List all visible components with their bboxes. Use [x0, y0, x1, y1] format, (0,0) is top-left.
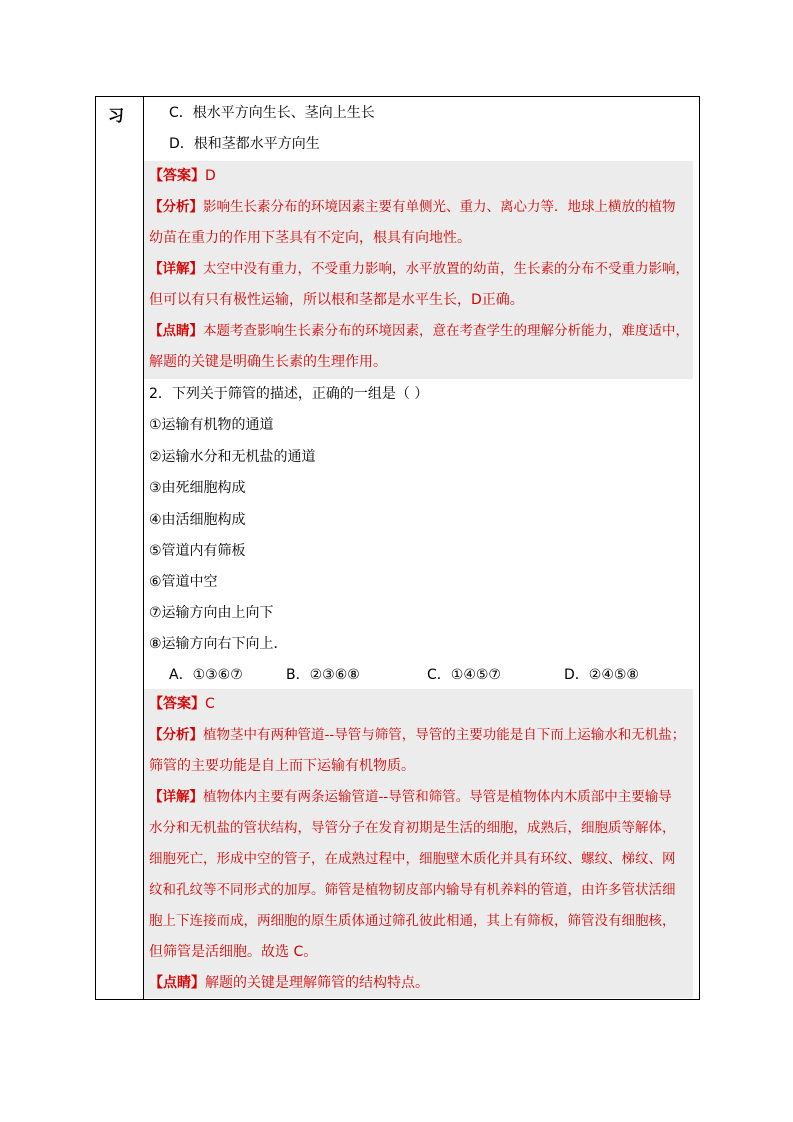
q2-explanation-block — [144, 689, 693, 998]
q1-detail-line-1 — [149, 259, 689, 279]
q2-detail-line-6: 但筛管是活细胞。故选 C。 — [149, 944, 318, 960]
q2-stem: 2．下列关于筛管的描述，正确的一组是（ ） — [149, 386, 429, 402]
q2-detail-line-3: 细胞死亡，形成中空的管子，在成熟过程中，细胞壁木质化并具有环纹、螺纹、梯纹、网 — [149, 851, 676, 867]
q1-option-c: C．根水平方向生长、茎向上生长 — [169, 105, 375, 121]
q2-item: ③由死细胞构成 — [149, 480, 246, 496]
q2-analysis-tag: 【分析】 — [149, 727, 203, 743]
q1-comment-tag: 【点睛】 — [149, 323, 203, 339]
q2-item: ②运输水分和无机盐的通道 — [149, 449, 316, 465]
q2-item: ①运输有机物的通道 — [149, 417, 274, 433]
section-label-column — [96, 97, 144, 999]
q2-detail-text-1: 植物体内主要有两条运输管道--导管和筛管。导管是植物体内木质部中主要输导 — [203, 789, 672, 805]
q2-option-a: A．①③⑥⑦ — [169, 667, 243, 683]
q2-detail-line-5: 胞上下连接而成，两细胞的原生质体通过筛孔彼此相通，其上有筛板，筛管没有细胞核， — [149, 913, 676, 929]
q1-comment-line-1 — [149, 321, 689, 341]
q2-detail-line-4: 纹和孔纹等不同形式的加厚。筛管是植物韧皮部内输导有机养料的管道，由许多管状活细 — [149, 882, 676, 898]
q2-option-b: B．②③⑥⑧ — [286, 667, 360, 683]
q2-analysis-line-1 — [149, 725, 685, 745]
q1-explanation-block — [144, 161, 693, 379]
q2-option-d: D．②④⑤⑧ — [564, 667, 639, 683]
q1-detail-text-1: 太空中没有重力，不受重力影响，水平放置的幼苗，生长素的分布不受重力影响， — [203, 261, 689, 277]
q1-comment-line-2: 解题的关键是明确生长素的生理作用。 — [149, 354, 387, 370]
q2-detail-line-2: 水分和无机盐的管状结构，导管分子在发育初期是生活的细胞，成熟后，细胞质等解体， — [149, 820, 676, 836]
q2-item: ⑤管道内有筛板 — [149, 543, 246, 559]
q1-detail-line-2: 但可以有只有极性运输，所以根和茎都是水平生长，D正确。 — [149, 292, 524, 308]
q1-answer-tag: 【答案】 — [149, 168, 205, 184]
q2-analysis-line-2: 筛管的主要功能是自上而下运输有机物质。 — [149, 758, 415, 774]
q2-comment-text-1: 解题的关键是理解筛管的结构特点。 — [205, 975, 429, 991]
q2-comment-line-1 — [149, 973, 429, 993]
q2-item: ⑧运输方向右下向上． — [149, 636, 288, 652]
section-label: 习 — [108, 106, 125, 125]
q2-answer-tag: 【答案】 — [149, 696, 205, 712]
q1-comment-text-1: 本题考查影响生长素分布的环境因素，意在考查学生的理解分析能力，难度适中， — [203, 323, 689, 339]
q2-comment-tag: 【点睛】 — [149, 975, 205, 991]
q1-option-d: D．根和茎都水平方向生 — [169, 136, 320, 152]
q1-analysis-line-1 — [149, 197, 676, 217]
q2-item: ⑦运输方向由上向下 — [149, 605, 274, 621]
q1-analysis-tag: 【分析】 — [149, 199, 203, 215]
q2-detail-tag: 【详解】 — [149, 789, 203, 805]
q1-detail-tag: 【详解】 — [149, 261, 203, 277]
q2-item: ⑥管道中空 — [149, 574, 218, 590]
q2-answer — [149, 694, 215, 714]
q2-item: ④由活细胞构成 — [149, 512, 246, 528]
q2-answer-value: C — [205, 696, 215, 712]
q1-analysis-text-1: 影响生长素分布的环境因素主要有单侧光、重力、离心力等．地球上横放的植物 — [203, 199, 676, 215]
q2-analysis-text-1: 植物茎中有两种管道--导管与筛管，导管的主要功能是自下而上运输水和无机盐； — [203, 727, 686, 743]
q1-answer — [149, 166, 216, 186]
q1-answer-value: D — [205, 168, 216, 184]
question-table — [95, 96, 700, 1000]
q2-option-c: C．①④⑤⑦ — [427, 667, 501, 683]
q1-analysis-line-2: 幼苗在重力的作用下茎具有不定向，根具有向地性。 — [149, 230, 471, 246]
q2-detail-line-1 — [149, 787, 672, 807]
